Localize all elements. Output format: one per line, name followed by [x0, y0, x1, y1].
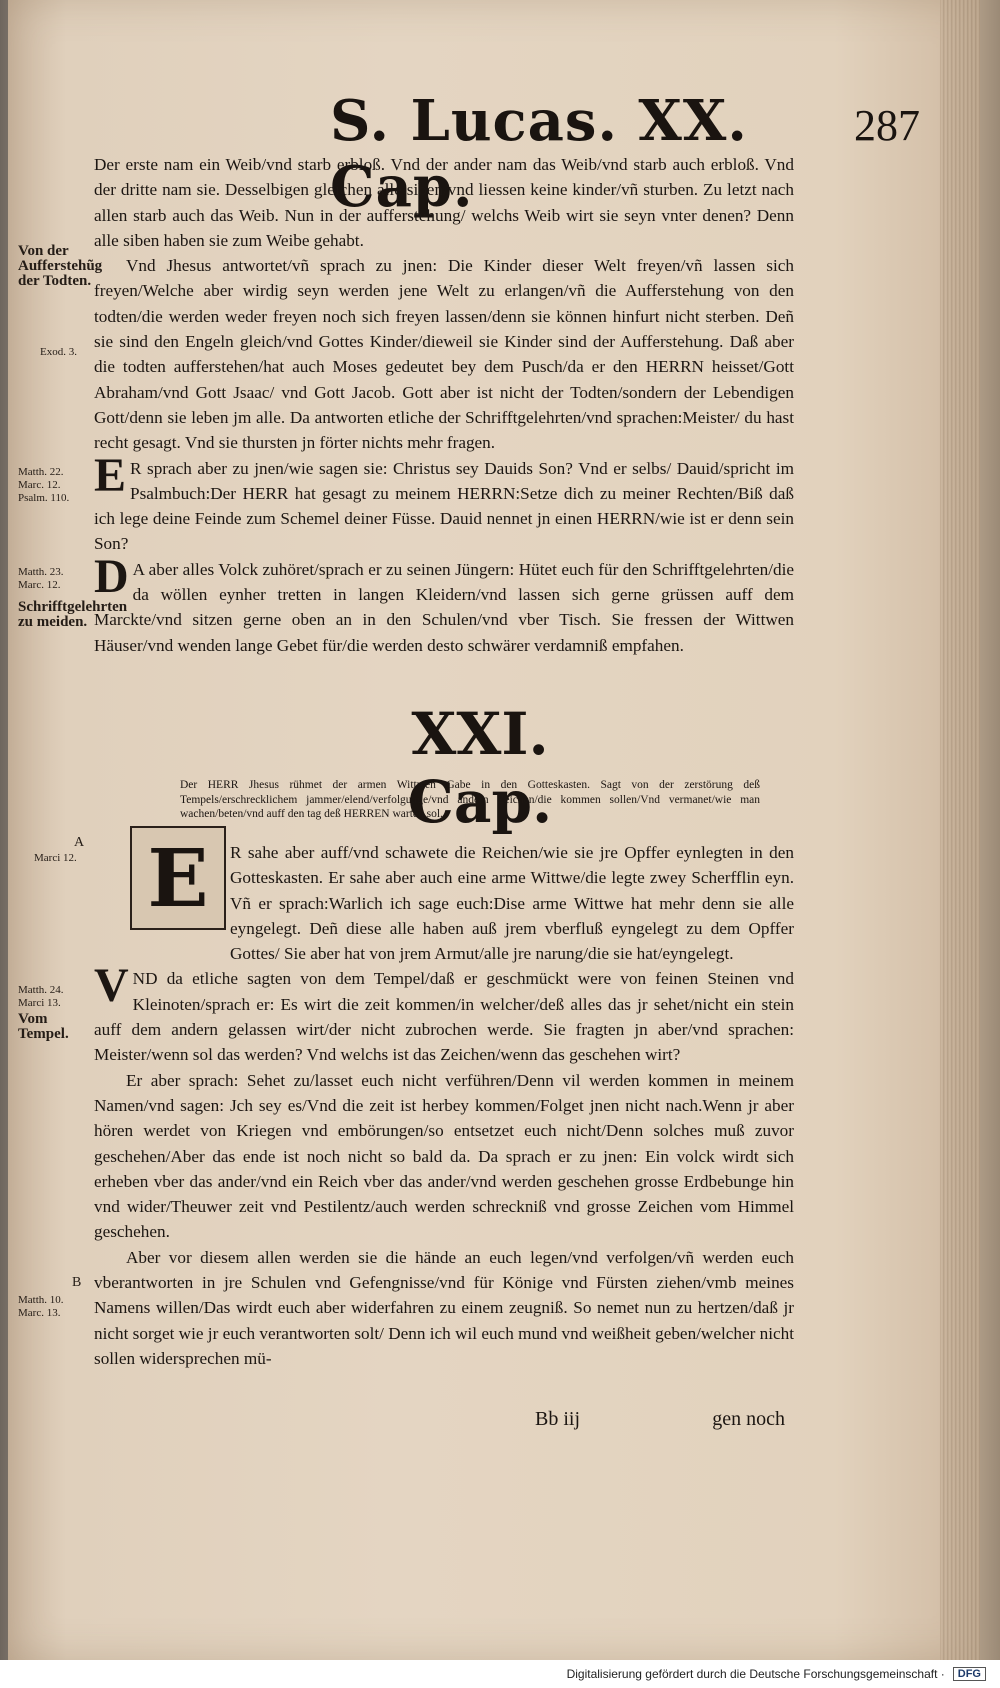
- margin-note-resurrection: Von der Aufferstehũg der Todten.: [18, 243, 103, 289]
- chapter-heading: XXI. Cap.: [407, 700, 553, 836]
- paragraph: Der erste nam ein Weib/vnd starb erbloß. Vnd der ander nam das Weib/vnd starb auch erbloß. Vnd der dritte nam sie. Desselbigen gleichen alle siben/vnd liessen keine kinder/vñ sturben. Zu letzt nach allen starb auch das Weib. Nun in der aufferstehung/ welchs Weib wirt sie seyn vnter denen? Denn alle siben haben sie zum Weibe gehabt.: [94, 155, 794, 250]
- catchword: gen noch: [712, 1408, 785, 1430]
- margin-letter-b: B: [72, 1275, 82, 1290]
- page-edge: [940, 0, 980, 1660]
- margin-note-scribes: Schrifftgelehrten zu meiden.: [18, 599, 128, 630]
- signature-mark: Bb iij: [535, 1408, 581, 1430]
- margin-note-matth24: Matth. 24. Marci 13.: [18, 984, 64, 1009]
- margin-note-temple: Vom Tempel.: [18, 1011, 69, 1042]
- margin-note-exod: Exod. 3.: [40, 346, 77, 358]
- paragraph: Er aber sprach: Sehet zu/lasset euch nicht verführen/Denn vil werden kommen in meinem Namen/vnd sagen: Jch sey es/Vnd die zeit ist herbey kommen/Folget jnen nicht nach.Wenn jr aber hören werdet von Kriegen vnd embörungen/so entsetzet euch nicht/Denn solches muß zuvor geschehen/Aber das ende ist noch nicht so bald da. Da sprach er zu jnen: Ein volck wirdt sich erheben vber das ander/vnd ein Reich vber das ander/vnd werden geschehen grosse Erdbebunge hin vnd wider/Theuwer zeit vnd Pestilentz/auch werden schreckniß vnd grosse Zeichen vom Himmel geschehen.: [94, 1070, 794, 1242]
- chapter-summary: Der HERR Jhesus rühmet der armen Wittwen Gabe in den Gotteskasten. Sagt von der zerstörung deß Tempels/erschrecklichem jammer/elend/verfolgunge/vnd andern Zeichen/die kommen sollen/Vnd vermanet/wie man wachen/beten/vnd auff den tag deß HERREN warten sol.: [180, 779, 760, 820]
- text-block-chapter-21: [94, 840, 794, 1371]
- footer-credit: Digitalisierung gefördert durch die Deutsche Forschungsgemeinschaft ·: [566, 1667, 945, 1681]
- paragraph: R sahe aber auff/vnd schawete die Reichen/wie sie jre Opffer eynlegten in den Gotteskasten. Er sahe aber auch eine arme Wittwe/die legte zwey Scherfflin eyn. Vñ er sprach:Warlich ich sage euch:Dise arme Wittwe hat mehr denn sie alle eyngelegt. Deñ diese alle haben auß jrem vberfluß eyngelegt zu dem Opffer Gottes/ Sie aber hat von jrem Armut/alle jre narung/die sie hat/eyngelegt.: [230, 843, 794, 964]
- paragraph: Vnd Jhesus antwortet/vñ sprach zu jnen: Die Kinder dieser Welt freyen/vñ lassen sich freyen/Welche aber wirdig seyn werden jene Welt zu erlangen/vñ die Aufferstehung von den todten/die werden weder freyen noch sich freyen lassen/denn sie können hinfurt nicht sterben. Deñ sie sind den Engeln gleich/vnd Gottes Kinder/dieweil sie Kinder sind der Aufferstehung. Daß aber die todten aufferstehen/hat auch Moses gedeutet bey dem Pusch/da er den HERRN heisset/Gott Abraham/vnd Gott Jsaac/ vnd Gott Jacob. Gott aber ist nicht der Todten/sondern der Lebendigen Gott/denn sie leben jm alle. Da antworten etliche der Schrifftgelehrten/vnd sprachen:Meister/ du hast recht gesagt. Vnd sie thursten jn förter nichts mehr fragen.: [94, 256, 794, 453]
- margin-note-matth23: Matth. 23. Marc. 12.: [18, 566, 64, 591]
- margin-note-matth10: Matth. 10. Marc. 13.: [18, 1294, 64, 1319]
- margin-note-matth22: Matth. 22. Marc. 12. Psalm. 110.: [18, 466, 70, 504]
- footer-bar: [0, 1660, 1000, 1688]
- margin-note-marc12: Marci 12.: [34, 852, 77, 864]
- decorated-initial: E: [130, 826, 226, 930]
- paragraph: VND da etliche sagten von dem Tempel/daß er geschmückt were von feinen Steinen vnd Kleinoten/sprach er: Es wirt die zeit kommen/in welcher/deß alles das jr sehet/nicht ein stein auff dem andern gelassen wirt/der nicht zubrochen werde. Sie fragten jn aber/vnd sprachen: Meister/wenn sol das werden? Vnd welchs ist das Zeichen/wenn das geschehen wirt?: [94, 959, 794, 1065]
- margin-letter-a: A: [74, 835, 85, 850]
- page-header: [330, 88, 920, 220]
- text-block-chapter-20: [94, 152, 794, 658]
- paragraph: Aber vor diesem allen werden sie die hände an euch legen/vnd verfolgen/vñ werden euch vberantworten in jre Schulen vnd Gefengnisse/vnd für Könige vnd Fürsten ziehen/vmb meines Namens willen/Das wirdt euch aber widerfahren zu einem zeugniß. So nemet nun zu hertzen/daß jr nicht sorget wie jr euch verantworten solt/ Denn ich wil euch mund vnd weißheit geben/welcher nicht sollen widersprechen mü-: [94, 1247, 794, 1368]
- paragraph: ER sprach aber zu jnen/wie sagen sie: Christus sey Dauids Son? Vnd er selbs/ Dauid/spricht im Psalmbuch:Der HERR hat gesagt zu meinem HERRN:Setze dich zu meiner Rechten/Biß daß ich lege deine Feinde zum Schemel deiner Füsse. Dauid nennet jn einen HERRN/wie ist er denn sein Son?: [94, 448, 794, 554]
- paragraph: DA aber alles Volck zuhöret/sprach er zu seinen Jüngern: Hütet euch für den Schrifftgelehrten/die da wöllen eynher tretten in langen Kleidern/vnd lassen sich gerne grüssen auff dem Marckte/vnd sitzen gerne oben an in den Schulen/vnd vber Tisch. Sie fressen der Wittwen Häuser/vnd wenden lange Gebet für/die werden desto schwärer verdamniß empfahen.: [94, 549, 794, 655]
- signature-line: [535, 1408, 785, 1431]
- dfg-logo-icon: DFG: [953, 1667, 986, 1681]
- page-number: 287: [854, 101, 920, 150]
- running-title: S. Lucas. XX. Cap.: [330, 88, 748, 220]
